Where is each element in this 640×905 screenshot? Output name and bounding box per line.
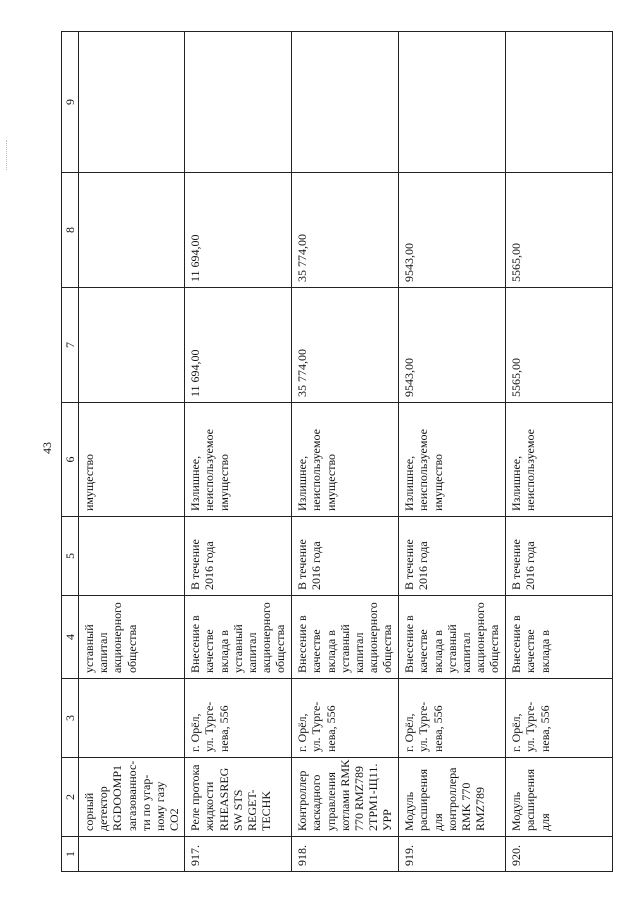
cell-line: вклада в: [323, 630, 338, 673]
cell-reason: [185, 403, 292, 517]
cell-line: RGDOOMP1: [110, 764, 125, 831]
cell-line: ул. Турге-: [202, 701, 217, 752]
cell-line: ному газу: [152, 781, 167, 831]
cell-line: нева, 556: [537, 705, 552, 752]
col-header: 9: [62, 32, 79, 173]
cell-line: сорный: [82, 792, 97, 831]
cell-method: [292, 596, 399, 679]
cell-line: В течение: [295, 539, 310, 590]
col-header: 7: [62, 288, 79, 403]
cell-line: REGET-: [244, 789, 259, 831]
col-header: 1: [62, 837, 79, 872]
cell-line: г. Орёл,: [402, 713, 417, 752]
cell-line: В течение: [188, 539, 203, 590]
cell-line: нева, 556: [430, 705, 445, 752]
cell-value8: 35 774,00: [292, 173, 399, 288]
property-table: [61, 31, 613, 872]
cell-line: акционерного: [259, 602, 274, 673]
cell-name: [399, 758, 506, 837]
cell-note: [79, 32, 185, 173]
cell-line: Реле протока: [188, 764, 203, 831]
cell-reason: [79, 403, 185, 517]
cell-line: управления: [323, 772, 338, 831]
cell-line: уставный: [337, 624, 352, 673]
cell-line: расширения: [523, 768, 538, 831]
cell-line: 2016 года: [309, 541, 324, 590]
cell-line: ул. Турге-: [309, 701, 324, 752]
cell-value8: 5565,00: [506, 173, 613, 288]
cell-no: [79, 837, 185, 872]
cell-line: уставный: [444, 624, 459, 673]
cell-line: детектор: [96, 786, 111, 831]
cell-line: УРР: [380, 809, 395, 831]
cell-line: г. Орёл,: [295, 713, 310, 752]
cell-no: 918.: [292, 837, 399, 872]
page-number: 43: [40, 442, 54, 454]
cell-line: CO2: [167, 808, 182, 831]
cell-address: [292, 679, 399, 758]
cell-value7: [79, 288, 185, 403]
cell-line: уставный: [230, 624, 245, 673]
cell-reason: [399, 403, 506, 517]
cell-no: 920.: [506, 837, 613, 872]
cell-line: RMK 770: [458, 782, 473, 831]
cell-line: неиспользуемое: [309, 429, 324, 511]
cell-name: [506, 758, 613, 837]
cell-line: качестве: [416, 629, 431, 673]
cell-line: г. Орёл,: [188, 713, 203, 752]
cell-name: [292, 758, 399, 837]
col-header: 6: [62, 403, 79, 517]
table-row: [506, 32, 613, 872]
cell-line: имущество: [82, 453, 97, 511]
cell-line: 2016 года: [416, 541, 431, 590]
cell-line: расширения: [416, 768, 431, 831]
cell-line: 2016 года: [523, 541, 538, 590]
cell-line: ти по угар-: [138, 774, 153, 831]
cell-line: имущество: [216, 453, 231, 511]
cell-term: [185, 517, 292, 596]
cell-line: вклада в: [216, 630, 231, 673]
cell-line: контроллера: [444, 767, 459, 831]
cell-value7: 35 774,00: [292, 288, 399, 403]
cell-note: [185, 32, 292, 173]
cell-line: капитал: [351, 632, 366, 673]
cell-line: Внесение в: [295, 615, 310, 673]
cell-line: Излишнее,: [509, 455, 524, 511]
cell-line: акционерного: [473, 602, 488, 673]
cell-line: общества: [380, 624, 395, 673]
cell-line: SW STS: [230, 789, 245, 831]
cell-method: [399, 596, 506, 679]
cell-reason: [292, 403, 399, 517]
cell-name: [79, 758, 185, 837]
cell-line: неиспользуемое: [416, 429, 431, 511]
cell-value8: [79, 173, 185, 288]
col-header: 8: [62, 173, 79, 288]
cell-line: общества: [124, 624, 139, 673]
cell-line: неиспользуемое: [523, 429, 538, 511]
cell-method: [506, 596, 613, 679]
cell-no: 917.: [185, 837, 292, 872]
cell-line: Излишнее,: [188, 455, 203, 511]
cell-no: 919.: [399, 837, 506, 872]
rotated-page: [61, 32, 609, 872]
table-row-continued: [79, 32, 185, 872]
cell-line: Модуль: [402, 791, 417, 831]
header-row: [62, 32, 79, 872]
cell-value7: 5565,00: [506, 288, 613, 403]
cell-line: акционерного: [366, 602, 381, 673]
table-row: [399, 32, 506, 872]
cell-term: [292, 517, 399, 596]
cell-line: капитал: [244, 632, 259, 673]
cell-line: Излишнее,: [402, 455, 417, 511]
cell-method: [185, 596, 292, 679]
cell-value7: 9543,00: [399, 288, 506, 403]
cell-line: 2016 года: [202, 541, 217, 590]
col-header: 3: [62, 679, 79, 758]
cell-line: качестве: [523, 629, 538, 673]
cell-line: Внесение в: [188, 615, 203, 673]
cell-address: [399, 679, 506, 758]
cell-line: Контроллер: [295, 770, 310, 831]
cell-line: общества: [487, 624, 502, 673]
cell-note: [399, 32, 506, 173]
cell-line: Излишнее,: [295, 455, 310, 511]
cell-line: качестве: [202, 629, 217, 673]
cell-line: котлами RMK: [337, 759, 352, 831]
cell-value8: 9543,00: [399, 173, 506, 288]
cell-term: [399, 517, 506, 596]
cell-address: [506, 679, 613, 758]
col-header: 5: [62, 517, 79, 596]
cell-line: капитал: [458, 632, 473, 673]
cell-line: каскадного: [309, 774, 324, 831]
cell-line: нева, 556: [323, 705, 338, 752]
cell-value8: 11 694,00: [185, 173, 292, 288]
cell-line: RHEASREG: [216, 767, 231, 831]
cell-value7: 11 694,00: [185, 288, 292, 403]
cell-address: [79, 679, 185, 758]
cell-line: имущество: [323, 453, 338, 511]
cell-term: [79, 517, 185, 596]
cell-line: ул. Турге-: [523, 701, 538, 752]
cell-line: нева, 556: [216, 705, 231, 752]
cell-line: В течение: [402, 539, 417, 590]
cell-line: уставный: [82, 624, 97, 673]
scan-margin-mark: [6, 140, 8, 170]
cell-line: общества: [273, 624, 288, 673]
cell-line: качестве: [309, 629, 324, 673]
cell-line: Внесение в: [509, 615, 524, 673]
cell-term: [506, 517, 613, 596]
cell-line: г. Орёл,: [509, 713, 524, 752]
cell-line: ул. Турге-: [416, 701, 431, 752]
cell-line: 2ТРМ1-Щ11.: [366, 763, 381, 831]
table-row: [292, 32, 399, 872]
cell-line: акционерного: [110, 602, 125, 673]
cell-address: [185, 679, 292, 758]
cell-line: Внесение в: [402, 615, 417, 673]
cell-line: 770 RMZ789: [351, 765, 366, 831]
cell-line: для: [537, 813, 552, 831]
cell-name: [185, 758, 292, 837]
cell-method: [79, 596, 185, 679]
cell-line: капитал: [96, 632, 111, 673]
table-row: [185, 32, 292, 872]
cell-note: [292, 32, 399, 173]
cell-line: для: [430, 813, 445, 831]
cell-line: вклада в: [537, 630, 552, 673]
cell-line: RMZ789: [473, 786, 488, 831]
cell-line: жидкости: [202, 781, 217, 831]
cell-line: неиспользуемое: [202, 429, 217, 511]
cell-line: вклада в: [430, 630, 445, 673]
cell-reason: [506, 403, 613, 517]
cell-line: имущество: [430, 453, 445, 511]
cell-note: [506, 32, 613, 173]
col-header: 4: [62, 596, 79, 679]
cell-line: В течение: [509, 539, 524, 590]
col-header: 2: [62, 758, 79, 837]
cell-line: TECHK: [259, 791, 274, 831]
cell-line: загазованнос-: [124, 760, 139, 831]
cell-line: Модуль: [509, 791, 524, 831]
